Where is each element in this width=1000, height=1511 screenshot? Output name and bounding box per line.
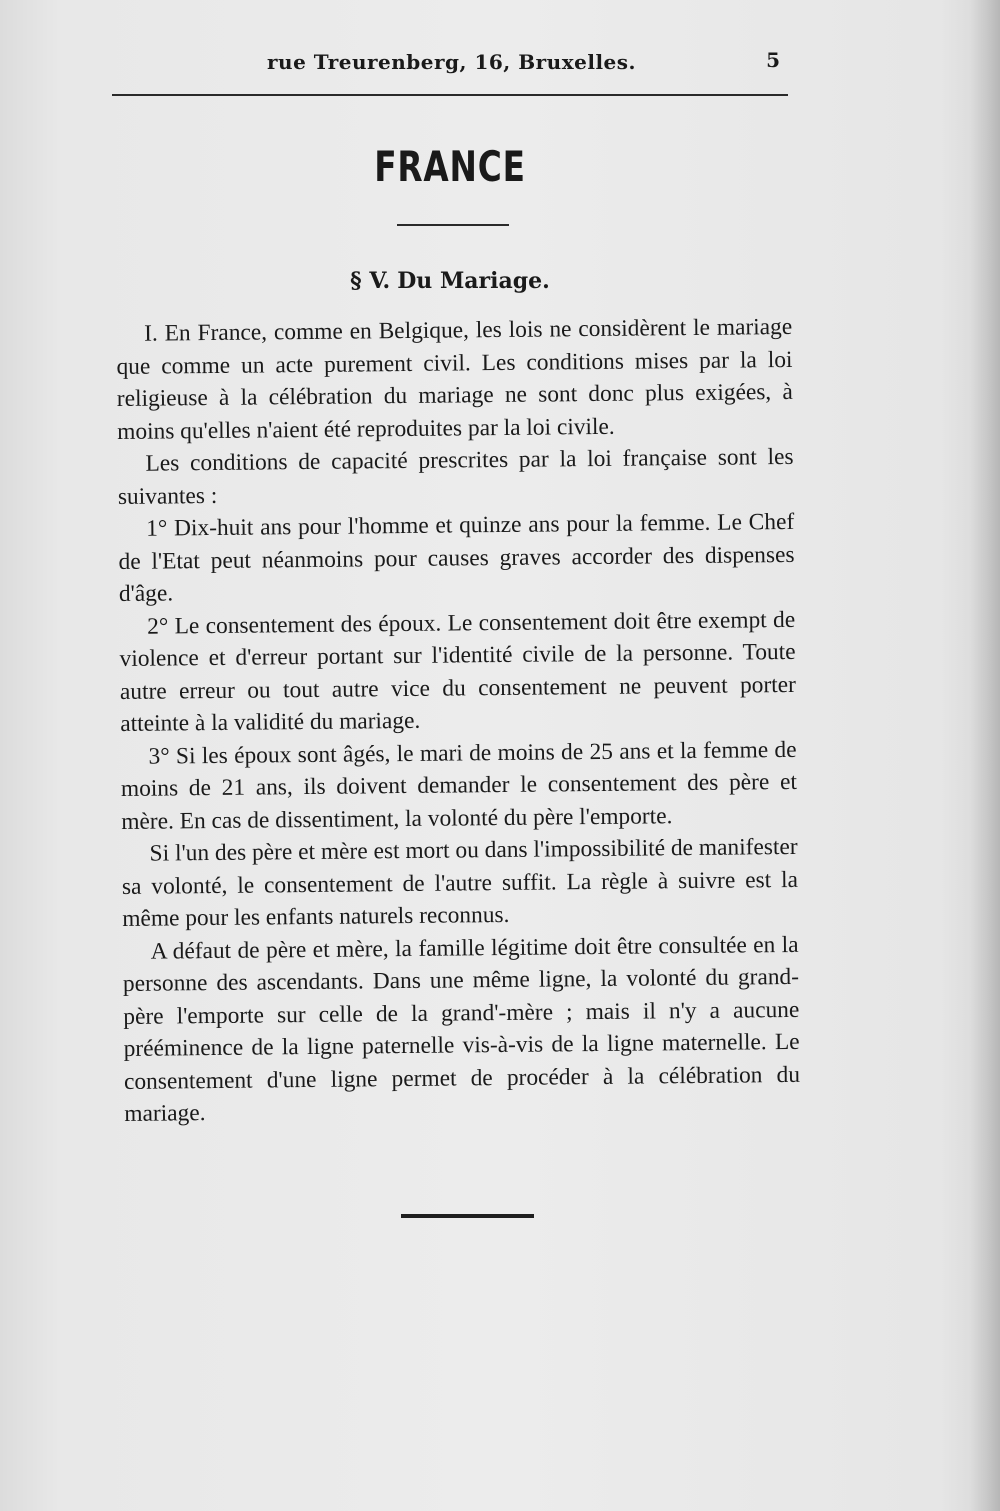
paragraph: Si l'un des père et mère est mort ou dans l'impossibilité de manifester sa volonté, le consentement de l'autre suffit. La règle à suivre est la même pour les enfants naturels reconnus.: [121, 833, 799, 932]
title-rule: [397, 224, 509, 226]
paragraph: A défaut de père et mère, la famille légitime doit être consultée en la personne des ascendants. Dans une même ligne, la volonté du grand-père l'emporte sur celle de la grand'-mère ; mais il n'y a aucune prééminence de la ligne paternelle vis-à-vis de la ligne maternelle. Le consentement d'une ligne permet de procéder à la célébration du mariage.: [122, 931, 801, 1127]
page-number: 5: [766, 48, 780, 72]
paragraph: Les conditions de capacité prescrites par la loi française sont les suivantes :: [117, 443, 794, 510]
header-rule: [112, 94, 788, 96]
section-heading: [0, 268, 900, 294]
running-title: rue Treurenberg, 16, Bruxelles.: [267, 50, 636, 74]
paragraph: 2° Le consentement des époux. Le consentement doit être exempt de violence et d'erreur portant sur l'identité civile de la personne. Toute autre erreur ou tout autre vice du consentement ne peuvent porter atteinte à la validité du mariage.: [119, 606, 797, 737]
section-title: Du Mariage.: [397, 268, 550, 294]
paragraph: 3° Si les époux sont âgés, le mari de moins de 25 ans et la femme de moins de 21 ans, ils doivent demander le consentement des père et mère. En cas de dissentiment, la volonté du père l'emporte.: [120, 736, 798, 835]
section-number: § V.: [350, 268, 391, 294]
body-text: [116, 311, 800, 1131]
chapter-title: FRANCE: [374, 142, 526, 191]
running-header: [112, 44, 788, 84]
closing-rule: [401, 1214, 534, 1218]
paragraph: 1° Dix-huit ans pour l'homme et quinze ans pour la femme. Le Chef de l'Etat peut néanmoins pour causes graves accorder des dispenses d'âge.: [118, 508, 795, 607]
paragraph: I. En France, comme en Belgique, les lois ne considèrent le mariage que comme un acte purement civil. Les conditions mises par la loi religieuse à la célébration du mariage ne sont donc plus exigées, à moins qu'elles n'aient été reproduites par la loi civile.: [116, 313, 793, 445]
page-gutter-shadow: [970, 0, 1000, 1511]
